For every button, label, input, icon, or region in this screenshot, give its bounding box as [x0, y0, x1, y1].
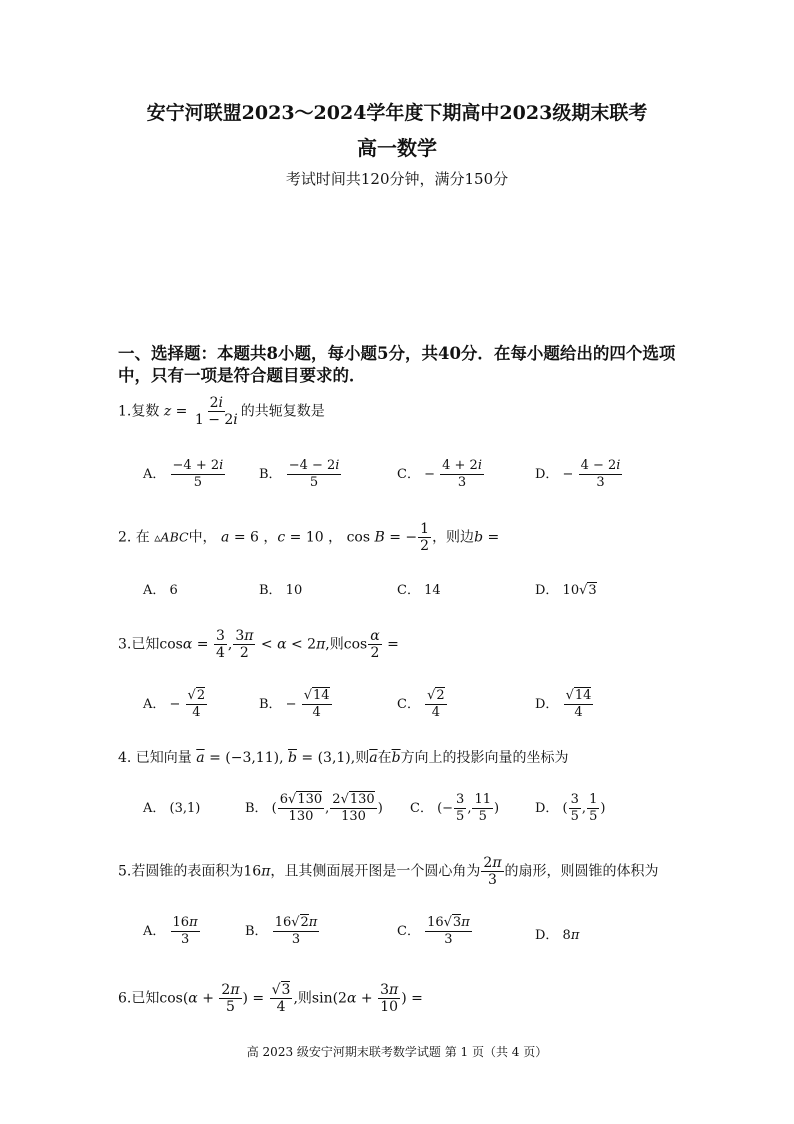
question-3: 3.已知cosα = $\frac{3}{4}$ , $\frac{3\pi}{2}$ < α < 2π,则cos $\frac{\alpha}{2}$ =: [118, 628, 399, 661]
q4-option-c: C． (− $\frac{3}{5}$ , $\frac{11}{5}$ ): [410, 792, 500, 824]
q2-option-c: C． 14: [397, 583, 441, 598]
q4-option-a: A． (3,1): [143, 801, 201, 816]
exam-title: 安宁河联盟2023～2024学年度下期高中2023级期末联考: [146, 102, 648, 124]
q2-lead: 2. 在: [118, 529, 150, 546]
q5-option-b: B． $\frac{16√2\pi}{3}$: [245, 915, 318, 947]
q1-lead: 1.复数: [118, 403, 160, 420]
section-heading-line2: 中，只有一项是符合题目要求的．: [118, 366, 366, 385]
question-4: 4. 已知向量 $\overline{a} = (-3,11)$, $\overline{b} = (3,1)$,则$\overline{a}$在$\overline{b}$方向上的投影向量的坐标为: [118, 750, 569, 766]
q3-option-b: B． − $\frac{√14}{4}$: [259, 688, 330, 720]
q4-option-d: D． ( $\frac{3}{5}$ , $\frac{1}{5}$ ): [535, 792, 606, 824]
question-5: 5.若圆锥的表面积为16π，且其侧面展开图是一个圆心角为 $\frac{2\pi}{3}$ 的扇形，则圆锥的体积为: [118, 855, 659, 888]
q4-mid1: ,则: [350, 750, 370, 766]
exam-info: 考试时间共120分钟，满分150分: [285, 170, 509, 188]
q5-lead: 5.若圆锥的表面积为: [118, 863, 244, 880]
q3-lead: 3.已知: [118, 636, 160, 653]
q1-option-d: D． − $\frac{4 - 2i}{3}$: [535, 458, 621, 490]
question-1: 1.复数 z = $\frac{2i}{1 - 2i}$ 的共轭复数是: [118, 395, 325, 428]
q3-tail: ,则: [325, 636, 344, 653]
q2-option-a: A． 6: [143, 583, 178, 598]
page-footer: 高 2023 级安宁河期末联考数学试题 第 1 页（共 4 页）: [246, 1045, 548, 1059]
q1-tail: 的共轭复数是: [240, 403, 325, 420]
q5-mid: ，且其侧面展开图是一个圆心角为: [270, 863, 481, 880]
question-2: 2. 在 ▵ABC中， a = 6 ，c = 10 ， cos B = − $\frac{1}{2}$ ，则边b =: [118, 521, 500, 554]
q1-option-b: B． $\frac{-4 - 2i}{5}$: [259, 458, 340, 490]
q1-option-c: C． − $\frac{4 + 2i}{3}$: [397, 458, 482, 490]
q5-option-c: C． $\frac{16√3\pi}{3}$: [397, 915, 470, 947]
q5-tail: 的扇形，则圆锥的体积为: [504, 863, 659, 880]
q3-option-d: D． $\frac{√14}{4}$: [535, 688, 592, 720]
q2-option-d: D． 10√3: [535, 583, 597, 598]
q2-tail: ，则边: [432, 529, 475, 546]
q3-option-a: A． − $\frac{√2}{4}$: [143, 688, 206, 720]
question-6: 6.已知cos(α + $\frac{2\pi}{5}$ ) = $\frac{√3}{4}$ ,则sin(2α + $\frac{3\pi}{10}$ ) =: [118, 982, 423, 1015]
q2-option-b: B． 10: [259, 583, 303, 598]
subject-title: 高一数学: [357, 136, 437, 160]
q5-option-a: A． $\frac{16\pi}{3}$: [143, 915, 198, 947]
q4-tail: 方向上的投影向量的坐标为: [400, 750, 569, 766]
q4-option-b: B． ( $\frac{6√130}{130}$ , $\frac{2√130}{130}$ ): [245, 792, 383, 824]
q4-lead: 4. 已知向量: [118, 750, 192, 766]
section-heading-line1: 一、选择题：本题共8小题，每小题5分，共40分．在每小题给出的四个选项: [118, 344, 676, 363]
q6-lead: 6.已知: [118, 990, 160, 1007]
q1-option-a: A． $\frac{-4 + 2i}{5}$: [143, 458, 224, 490]
q6-mid: ,则: [293, 990, 312, 1007]
q4-mid2: 在: [377, 750, 392, 766]
q3-option-c: C． $\frac{√2}{4}$: [397, 688, 445, 720]
q5-option-d: D． 8π: [535, 928, 580, 943]
